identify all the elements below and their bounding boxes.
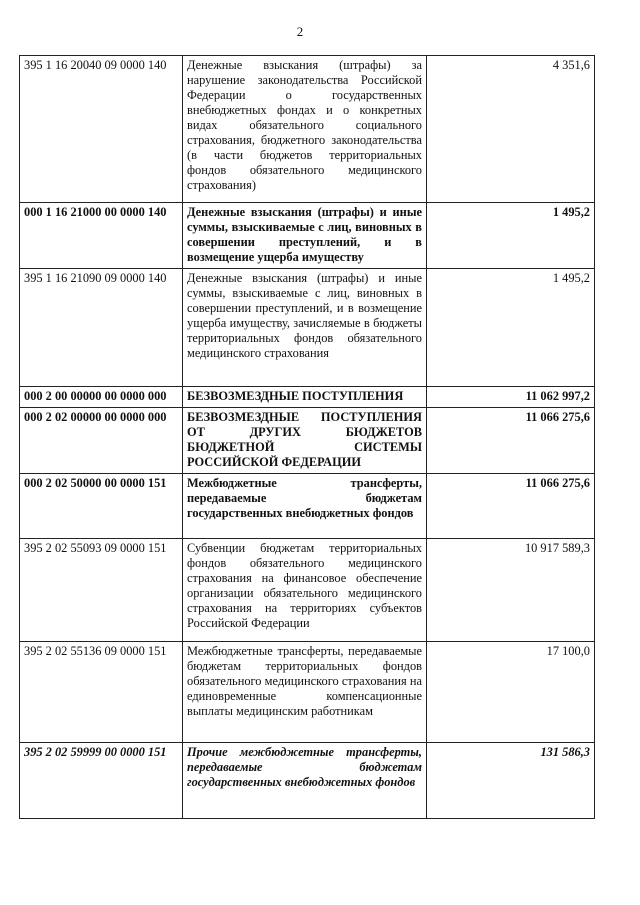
budget-code-cell: 395 2 02 55093 09 0000 151 [20,539,183,642]
amount-cell: 11 062 997,2 [427,387,595,408]
revenue-name-cell: Прочие межбюджетные трансферты, передаваемые бюджетам государственных внебюджетных фондов [183,743,427,819]
budget-code-cell: 000 2 02 50000 00 0000 151 [20,474,183,539]
budget-code-cell: 395 1 16 20040 09 0000 140 [20,56,183,203]
table-row [20,539,595,642]
table-row [20,269,595,387]
revenue-name-cell: Денежные взыскания (штрафы) и иные суммы, взыскиваемые с лиц, виновных в совершении преступлений, и в возмещение ущерба имуществу, зачисляемые в бюджеты территориальных фондов обязательного медицинского страхования [183,269,427,387]
amount-cell: 1 495,2 [427,269,595,387]
revenue-name-cell: Денежные взыскания (штрафы) и иные суммы, взыскиваемые с лиц, виновных в совершении преступлений, и в возмещение ущерба имуществу [183,203,427,269]
amount-cell: 11 066 275,6 [427,474,595,539]
revenue-name-cell: БЕЗВОЗМЕЗДНЫЕ ПОСТУПЛЕНИЯ ОТ ДРУГИХ БЮДЖЕТОВ БЮДЖЕТНОЙ СИСТЕМЫ РОССИЙСКОЙ ФЕДЕРАЦИИ [183,408,427,474]
amount-cell: 131 586,3 [427,743,595,819]
table-row [20,203,595,269]
amount-cell: 17 100,0 [427,642,595,743]
revenue-name-cell: Субвенции бюджетам территориальных фондов обязательного медицинского страхования на финансовое обеспечение организации обязательного медицинского страхования на территориях субъектов Российской Федерации [183,539,427,642]
budget-code-cell: 000 2 02 00000 00 0000 000 [20,408,183,474]
budget-revenue-table [19,55,595,819]
table-row [20,743,595,819]
table-row [20,387,595,408]
amount-cell: 10 917 589,3 [427,539,595,642]
amount-cell: 11 066 275,6 [427,408,595,474]
table-row [20,642,595,743]
page-number: 2 [296,24,304,39]
revenue-name-cell: Денежные взыскания (штрафы) за нарушение законодательства Российской Федерации о государственных внебюджетных фондах и о конкретных видах обязательного социального страхования, бюджетного законодательства (в части бюджетов территориальных фондов обязательного медицинского страхования) [183,56,427,203]
budget-code-cell: 395 1 16 21090 09 0000 140 [20,269,183,387]
amount-cell: 1 495,2 [427,203,595,269]
revenue-name-cell: Межбюджетные трансферты, передаваемые бюджетам государственных внебюджетных фондов [183,474,427,539]
revenue-name-cell: БЕЗВОЗМЕЗДНЫЕ ПОСТУПЛЕНИЯ [183,387,427,408]
revenue-name-cell: Межбюджетные трансферты, передаваемые бюджетам территориальных фондов обязательного медицинского страхования на единовременные компенсационные выплаты медицинским работникам [183,642,427,743]
amount-cell: 4 351,6 [427,56,595,203]
table-row [20,474,595,539]
table-row [20,408,595,474]
budget-code-cell: 000 1 16 21000 00 0000 140 [20,203,183,269]
budget-code-cell: 395 2 02 59999 00 0000 151 [20,743,183,819]
table-row [20,56,595,203]
budget-code-cell: 395 2 02 55136 09 0000 151 [20,642,183,743]
budget-code-cell: 000 2 00 00000 00 0000 000 [20,387,183,408]
